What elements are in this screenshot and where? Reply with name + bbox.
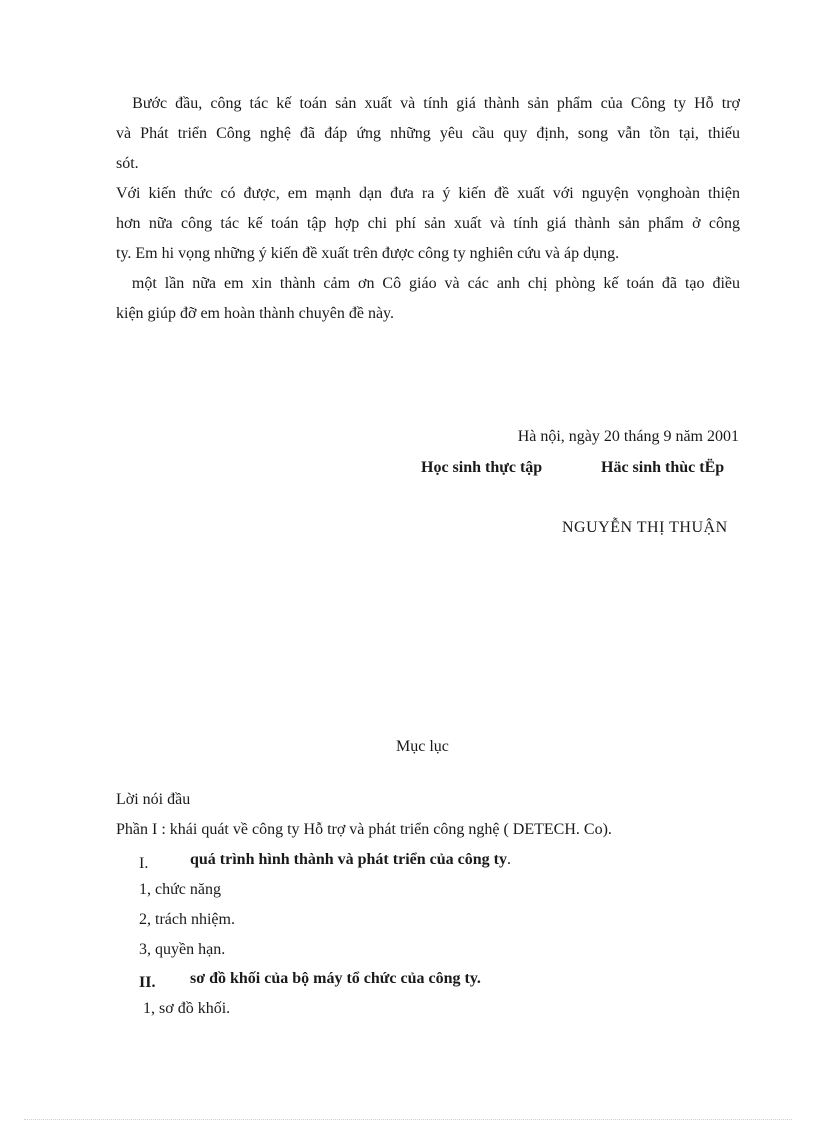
paragraph-line: hơn nữa công tác kế toán tập hợp chi phí sản xuất và tính giá thành sản phẩm ở công — [116, 215, 740, 232]
toc-section-1-number: I. — [139, 855, 149, 872]
toc-item: 1, chức năng — [139, 881, 221, 898]
toc-item: 2, trách nhiệm. — [139, 911, 235, 928]
toc-section-1-title: quá trình hình thành và phát triển của công ty — [190, 851, 507, 868]
toc-section-2-title: sơ đồ khối của bộ máy tổ chức của công ty. — [190, 970, 481, 987]
toc-section-2-number: II. — [139, 974, 156, 991]
toc-item: 3, quyền hạn. — [139, 941, 226, 958]
paragraph-line: và Phát triển Công nghệ đã đáp ứng những yêu cầu quy định, song vẫn tồn tại, thiếu — [116, 125, 740, 142]
paragraph-line: một lần nữa em xin thành cảm ơn Cô giáo và các anh chị phòng kế toán đã tạo điều — [116, 275, 740, 292]
toc-section-1-period: . — [506, 851, 511, 868]
paragraph-thanks — [116, 269, 740, 329]
paragraph-proposal — [116, 179, 740, 269]
paragraph-line: ty. Em hi vọng những ý kiến đề xuất trên được công ty nghiên cứu và áp dụng. — [116, 245, 620, 262]
page-bottom-divider — [24, 1119, 792, 1120]
paragraph-intro — [116, 89, 740, 179]
paragraph-line: Với kiến thức có được, em mạnh dạn đưa ra ý kiến đề xuất với nguyện vọnghoàn thiện — [116, 185, 740, 202]
toc-section-1-heading — [190, 851, 511, 869]
paragraph-line: kiện giúp đỡ em hoàn thành chuyên đề này. — [116, 305, 395, 322]
toc-title: Mục lục — [396, 738, 449, 755]
paragraph-line: Bước đầu, công tác kế toán sản xuất và tính giá thành sản phẩm của Công ty Hỗ trợ — [116, 95, 740, 112]
signer-name: NGUYỄN THỊ THUẬN — [562, 519, 728, 536]
signer-label-garbled: Häc sinh thùc tËp — [601, 459, 725, 476]
paragraph-line: sót. — [116, 155, 139, 172]
toc-part-1: Phần I : khái quát về công ty Hỗ trợ và phát triển công nghệ ( DETECH. Co). — [116, 821, 612, 838]
toc-preface: Lời nói đầu — [116, 791, 191, 808]
signer-label: Học sinh thực tập — [421, 459, 543, 476]
toc-item: 1, sơ đồ khối. — [139, 1000, 231, 1017]
date-line: Hà nội, ngày 20 tháng 9 năm 2001 — [517, 428, 739, 445]
